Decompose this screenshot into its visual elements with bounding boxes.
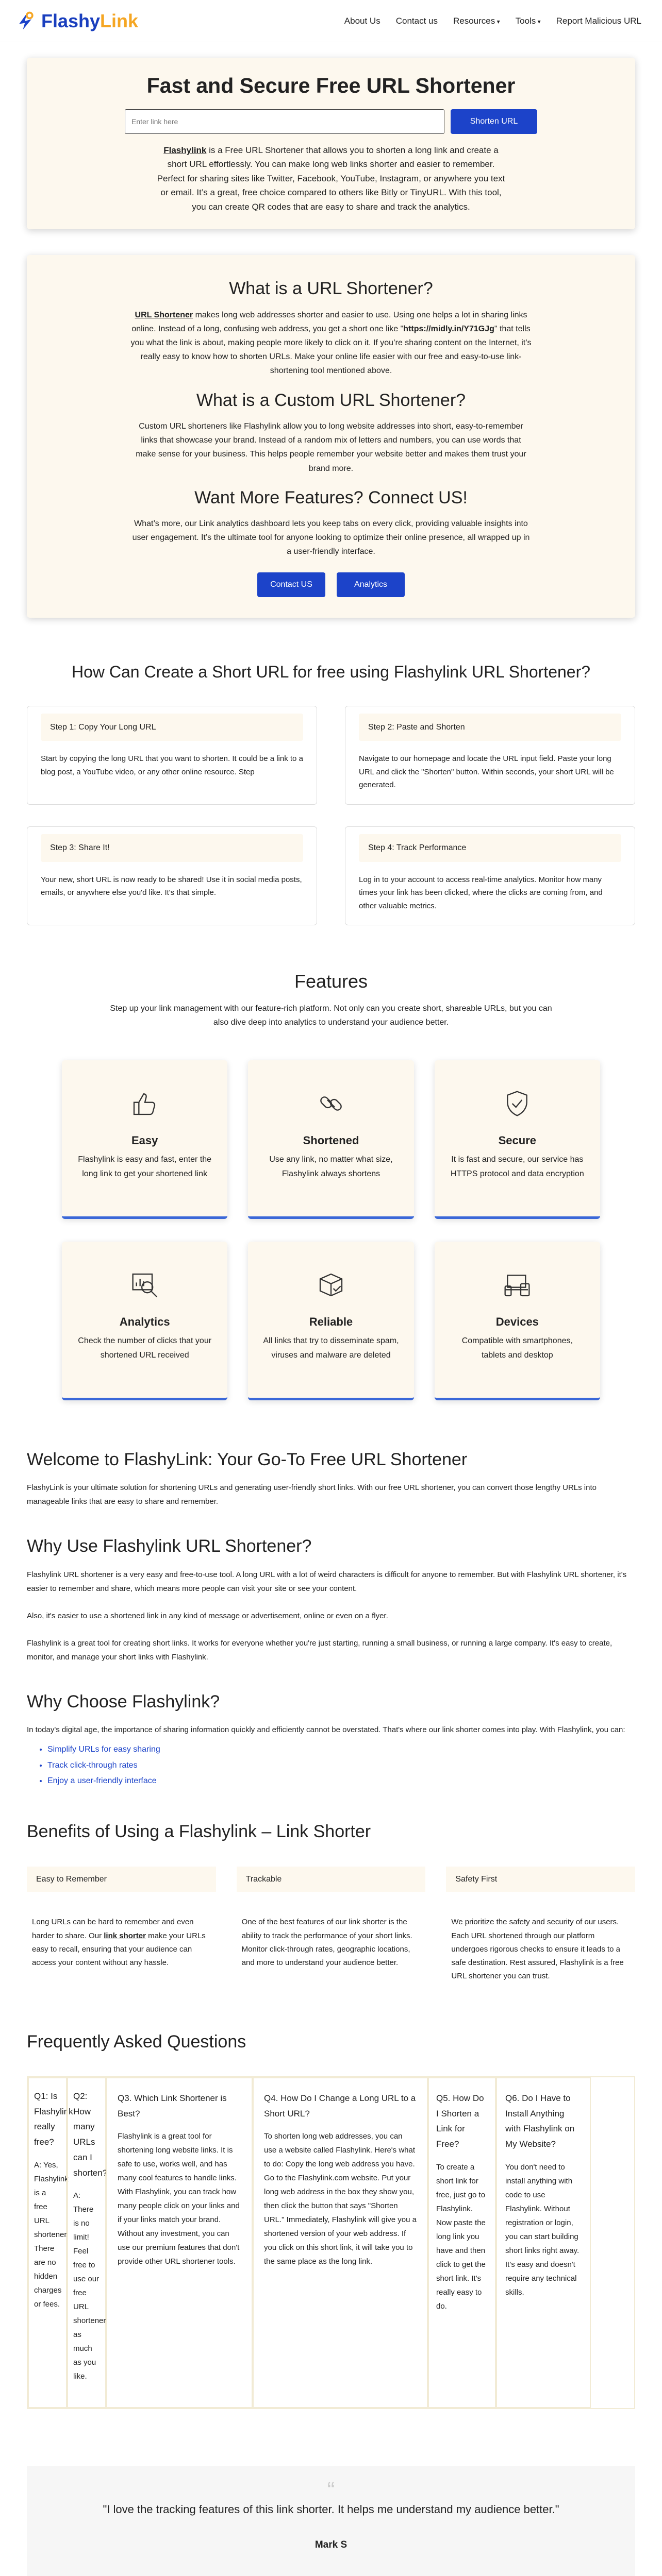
faq-row xyxy=(27,2076,635,2410)
faq-question: Q3. Which Link Shortener is Best? xyxy=(118,2093,227,2119)
analytics-magnifier-icon xyxy=(130,1270,159,1299)
faq-answer: To shorten long web addresses, you can use a website called Flashylink. Here's what to do: Copy the long web address you have. Go to the Flashylink.com website. Put your long web address in the box they show you, then click the button that says "Shorten URL." Immediately, Flashylink will give you a shortened version of your web address. If you click on this short link, it will take you to the same place as the long link. xyxy=(264,2132,417,2266)
feature-card-secure xyxy=(435,1060,600,1219)
long-url-input[interactable] xyxy=(125,109,444,134)
custom-text: Custom URL shorteners like Flashylink allow you to long website addresses into short, easy-to-remember links that showcase your brand. Instead of a random mix of letters and numbers, you can use words that make sense for your business. This helps people remember your website better and makes them trust your brand more. xyxy=(136,421,526,473)
brand-logo[interactable] xyxy=(14,6,138,36)
faq-title: Frequently Asked Questions xyxy=(27,2031,246,2052)
benefit-text: We prioritize the safety and security of our users. Each URL shortened through our platform undergoes rigorous checks to ensure it leads to a safe destination. Rest assured, Flashylink is a free URL shortener you can trust. xyxy=(451,1918,624,1981)
benefits-title: Benefits of Using a Flashylink – Link Shorter xyxy=(27,1822,371,1842)
faq-answer: A: Yes, Flashylink is a free URL shortener. There are no hidden charges or fees. xyxy=(34,2160,69,2309)
benefit-card xyxy=(446,1867,635,1997)
list-item-text: Enjoy a user-friendly interface xyxy=(47,1776,157,1785)
site-header xyxy=(0,0,662,42)
feature-title: Reliable xyxy=(309,1315,353,1329)
step-title: Step 4: Track Performance xyxy=(359,834,621,862)
feature-title: Easy xyxy=(131,1134,158,1147)
step-card xyxy=(345,706,635,805)
main-nav xyxy=(344,14,641,28)
faq-question: Q6. Do I Have to Install Anything with Flashylink on My Website? xyxy=(505,2093,575,2149)
shorten-form xyxy=(63,109,599,134)
benefit-title: Easy to Remember xyxy=(27,1867,216,1892)
list-item-text: Simplify URLs for easy sharing xyxy=(47,1745,160,1754)
list-item xyxy=(47,1773,635,1789)
list-item xyxy=(47,1758,635,1773)
choose-list xyxy=(47,1742,635,1789)
faq-answer: A: There is no limit! Feel free to use our free URL shortener as much as you like. xyxy=(73,2191,106,2381)
hero-description-text: is a Free URL Shortener that allows you to shorten a long link and create a short URL effortlessly. You can make long web links shorter and easier to remember. Perfect for sharing sites like Twitter, Facebook, YouTube, Instagram, or anywhere you text or email. It’s a great, free choice compared to others like Bitly or TinyURL. With this tool, you can create QR codes that are easy to share and track the analytics. xyxy=(157,145,505,212)
faq-question: Q2: How many URLs can I shorten? xyxy=(73,2091,108,2178)
faq-question: Q1: Is Flashylink really free? xyxy=(34,2091,73,2147)
faq-item xyxy=(428,2077,496,2409)
more-features-text: What’s more, our Link analytics dashboard lets you keep tabs on every click, providing valuable insights into user engagement. It’s the ultimate tool for anyone looking to optimize their online presence, all wrapped up in a user-friendly interface. xyxy=(132,519,530,556)
welcome-title: Welcome to FlashyLink: Your Go-To Free URL Shortener xyxy=(27,1450,468,1470)
nav-resources-dropdown[interactable]: Resources ▾ xyxy=(453,14,500,28)
feature-card-easy xyxy=(62,1060,227,1219)
thumbs-up-icon xyxy=(130,1089,159,1118)
feature-card-devices xyxy=(435,1242,600,1400)
reliable-box-icon xyxy=(317,1270,345,1299)
benefit-text-b: make your URLs easy to recall, ensuring that your audience can access your content without any hassle. xyxy=(32,1931,206,1968)
shield-check-icon xyxy=(503,1089,532,1118)
feature-text: Flashylink is easy and fast, enter the long link to get your shortened link xyxy=(78,1155,212,1179)
faq-question: Q5. How Do I Shorten a Link for Free? xyxy=(436,2093,484,2149)
step-text: Your new, short URL is now ready to be shared! Use it in social media posts, emails, or anywhere else you'd like. It's that simple. xyxy=(41,875,302,897)
hero-description xyxy=(156,143,506,214)
list-item xyxy=(47,1742,635,1757)
benefit-text xyxy=(27,1916,216,1970)
how-title: How Can Create a Short URL for free using Flashylink URL Shortener? xyxy=(71,662,591,681)
brand-name-a: Flashy xyxy=(41,10,101,31)
step-title: Step 3: Share It! xyxy=(41,834,303,862)
benefits-grid xyxy=(27,1867,635,1997)
example-short-link: https://midly.in/Y71GJg xyxy=(403,324,494,333)
feature-title: Shortened xyxy=(303,1134,359,1147)
features-lead: Step up your link management with our feature-rich platform. Not only can you create short, shareable URLs, but you can also dive deep into analytics to understand your audience better. xyxy=(110,1004,552,1027)
welcome-text: FlashyLink is your ultimate solution for shortening URLs and generating user-friendly short links. With our free URL shortener, you can convert those lengthy URLs into manageable links that are easy to share and remember. xyxy=(27,1483,597,1506)
list-item-text: Track click-through rates xyxy=(47,1760,138,1770)
faq-item xyxy=(496,2077,591,2409)
faq-item xyxy=(106,2077,253,2409)
feature-text: Compatible with smartphones, tablets and desktop xyxy=(461,1336,573,1360)
choose-title: Why Choose Flashylink? xyxy=(27,1691,220,1711)
shorten-url-button[interactable]: Shorten URL xyxy=(451,109,537,134)
step-title: Step 1: Copy Your Long URL xyxy=(41,714,303,741)
what-is-title: What is a URL Shortener? xyxy=(229,279,433,299)
nav-report[interactable]: Report Malicious URL xyxy=(556,15,641,26)
benefit-title: Trackable xyxy=(237,1867,426,1892)
faq-item xyxy=(28,2077,73,2409)
features-section xyxy=(0,967,662,1400)
feature-title: Secure xyxy=(498,1134,537,1147)
brand-name-b: Link xyxy=(100,10,139,31)
devices-icon xyxy=(503,1270,532,1299)
hero-title: Fast and Secure Free URL Shortener xyxy=(146,74,516,97)
testimonial-section xyxy=(27,2466,635,2576)
benefit-text: One of the best features of our link shorter is the ability to track the performance of your short links. Monitor click-through rates, geographic locations, and more to understand your audience better. xyxy=(241,1918,412,1968)
link-chain-icon xyxy=(317,1089,345,1118)
testimonial-author: Mark S xyxy=(315,2539,347,2551)
what-is-text-b: " that tells you what the link is about, making people more likely to click on it. If you’re sharing content on the Internet, it’s really easy to know how to shorten URLs. Make your online life easier with our free and easy-to-use link-shortening tool mentioned above. xyxy=(130,324,532,376)
faq-answer: You don't need to install anything with code to use Flashylink. Without registration or login, you can start building short links right away. It's easy and doesn't require any technical skills. xyxy=(505,2162,580,2297)
quote-mark-icon: “ xyxy=(327,2478,335,2503)
benefit-title: Safety First xyxy=(446,1867,635,1892)
url-shortener-link[interactable]: URL Shortener xyxy=(135,310,193,319)
step-text: Log in to your account to access real-time analytics. Monitor how many times your link has been clicked, where the clicks are coming from, and other valuable metrics. xyxy=(359,875,603,910)
step-card xyxy=(27,706,317,805)
nav-tools-dropdown[interactable]: Tools ▾ xyxy=(516,14,541,28)
step-text: Navigate to our homepage and locate the URL input field. Paste your long URL and click the "Shorten" button. Within seconds, your short URL will be generated. xyxy=(359,754,614,790)
lightning-link-icon xyxy=(14,10,37,32)
feature-card-shortened xyxy=(248,1060,413,1219)
nav-about[interactable]: About Us xyxy=(344,15,380,26)
step-title: Step 2: Paste and Shorten xyxy=(359,714,621,741)
choose-text: In today's digital age, the importance of sharing information quickly and efficiently cannot be overstated. That's where our link shorter comes into play. With Flashylink, you can: xyxy=(27,1725,625,1735)
faq-answer: Flashylink is a great tool for shortening long website links. It is safe to use, works well, and has many cool features to handle links. With Flashylink, you can track how many people click on your links and if your links match your brand. Without any investment, you can use our premium features that don't provide other URL shortener tools. xyxy=(118,2132,240,2266)
link-shorter-link[interactable]: link shorter xyxy=(104,1931,146,1940)
feature-text: Use any link, no matter what size, Flashylink always shortens xyxy=(269,1155,393,1179)
testimonial-quote: "I love the tracking features of this link shorter. It helps me understand my audience better." xyxy=(103,2503,559,2516)
feature-text: All links that try to disseminate spam, viruses and malware are deleted xyxy=(263,1336,399,1360)
feature-title: Devices xyxy=(495,1315,539,1329)
hero-section xyxy=(27,58,635,229)
feature-card-analytics xyxy=(62,1242,227,1400)
hero-brand-link[interactable]: Flashylink xyxy=(163,145,207,155)
benefit-card xyxy=(237,1867,426,1997)
about-section xyxy=(27,255,635,617)
why-text: Also, it's easier to use a shortened link in any kind of message or advertisement, online or even on a flyer. xyxy=(27,1611,388,1620)
nav-contact[interactable]: Contact us xyxy=(395,15,438,26)
faq-answer: To create a short link for free, just go to Flashylink. Now paste the long link you have and then click to get the short link. It's really easy to do. xyxy=(436,2162,486,2311)
feature-title: Analytics xyxy=(119,1315,170,1329)
why-text: Flashylink is a great tool for creating short links. It works for everyone whether you're just starting, running a small business, or running a large company. It's easy to create, monitor, and manage your short links with Flashylink. xyxy=(27,1638,613,1662)
analytics-button[interactable]: Analytics xyxy=(337,572,405,597)
content-section xyxy=(27,1446,635,2409)
contact-us-button[interactable]: Contact US xyxy=(257,572,325,597)
faq-item xyxy=(67,2077,106,2409)
why-text: Flashylink URL shortener is a very easy and free-to-use tool. A long URL with a lot of weird characters is difficult for anyone to remember. But with Flashylink URL shortener, it's easier to remember and share, which means more people can visit your site or see your content. xyxy=(27,1570,627,1593)
step-text: Start by copying the long URL that you want to shorten. It could be a link to a blog post, a YouTube video, or any other online resource. Step xyxy=(41,754,303,776)
step-card xyxy=(27,826,317,925)
features-grid xyxy=(62,1060,600,1400)
benefit-text-a: Long URLs can be hard to remember and even harder to share. Our xyxy=(32,1918,194,1940)
feature-text: It is fast and secure, our service has HTTPS protocol and data encryption xyxy=(450,1155,584,1179)
faq-question: Q4. How Do I Change a Long URL to a Short URL? xyxy=(264,2093,416,2119)
feature-text: Check the number of clicks that your shortened URL received xyxy=(78,1336,212,1360)
step-card xyxy=(345,826,635,925)
more-features-title: Want More Features? Connect US! xyxy=(194,487,468,507)
benefit-card xyxy=(27,1867,216,1997)
features-title: Features xyxy=(294,971,368,992)
why-title: Why Use Flashylink URL Shortener? xyxy=(27,1536,312,1556)
what-is-text xyxy=(130,308,532,378)
faq-item xyxy=(253,2077,428,2409)
steps-grid xyxy=(27,706,635,947)
what-is-text-a: makes long web addresses shorter and easier to use. Using one helps a lot in sharing links online. Instead of a long, confusing web address, you get a short one like " xyxy=(131,310,527,333)
feature-card-reliable xyxy=(248,1242,413,1400)
custom-title: What is a Custom URL Shortener? xyxy=(196,390,466,410)
about-buttons xyxy=(130,572,532,597)
